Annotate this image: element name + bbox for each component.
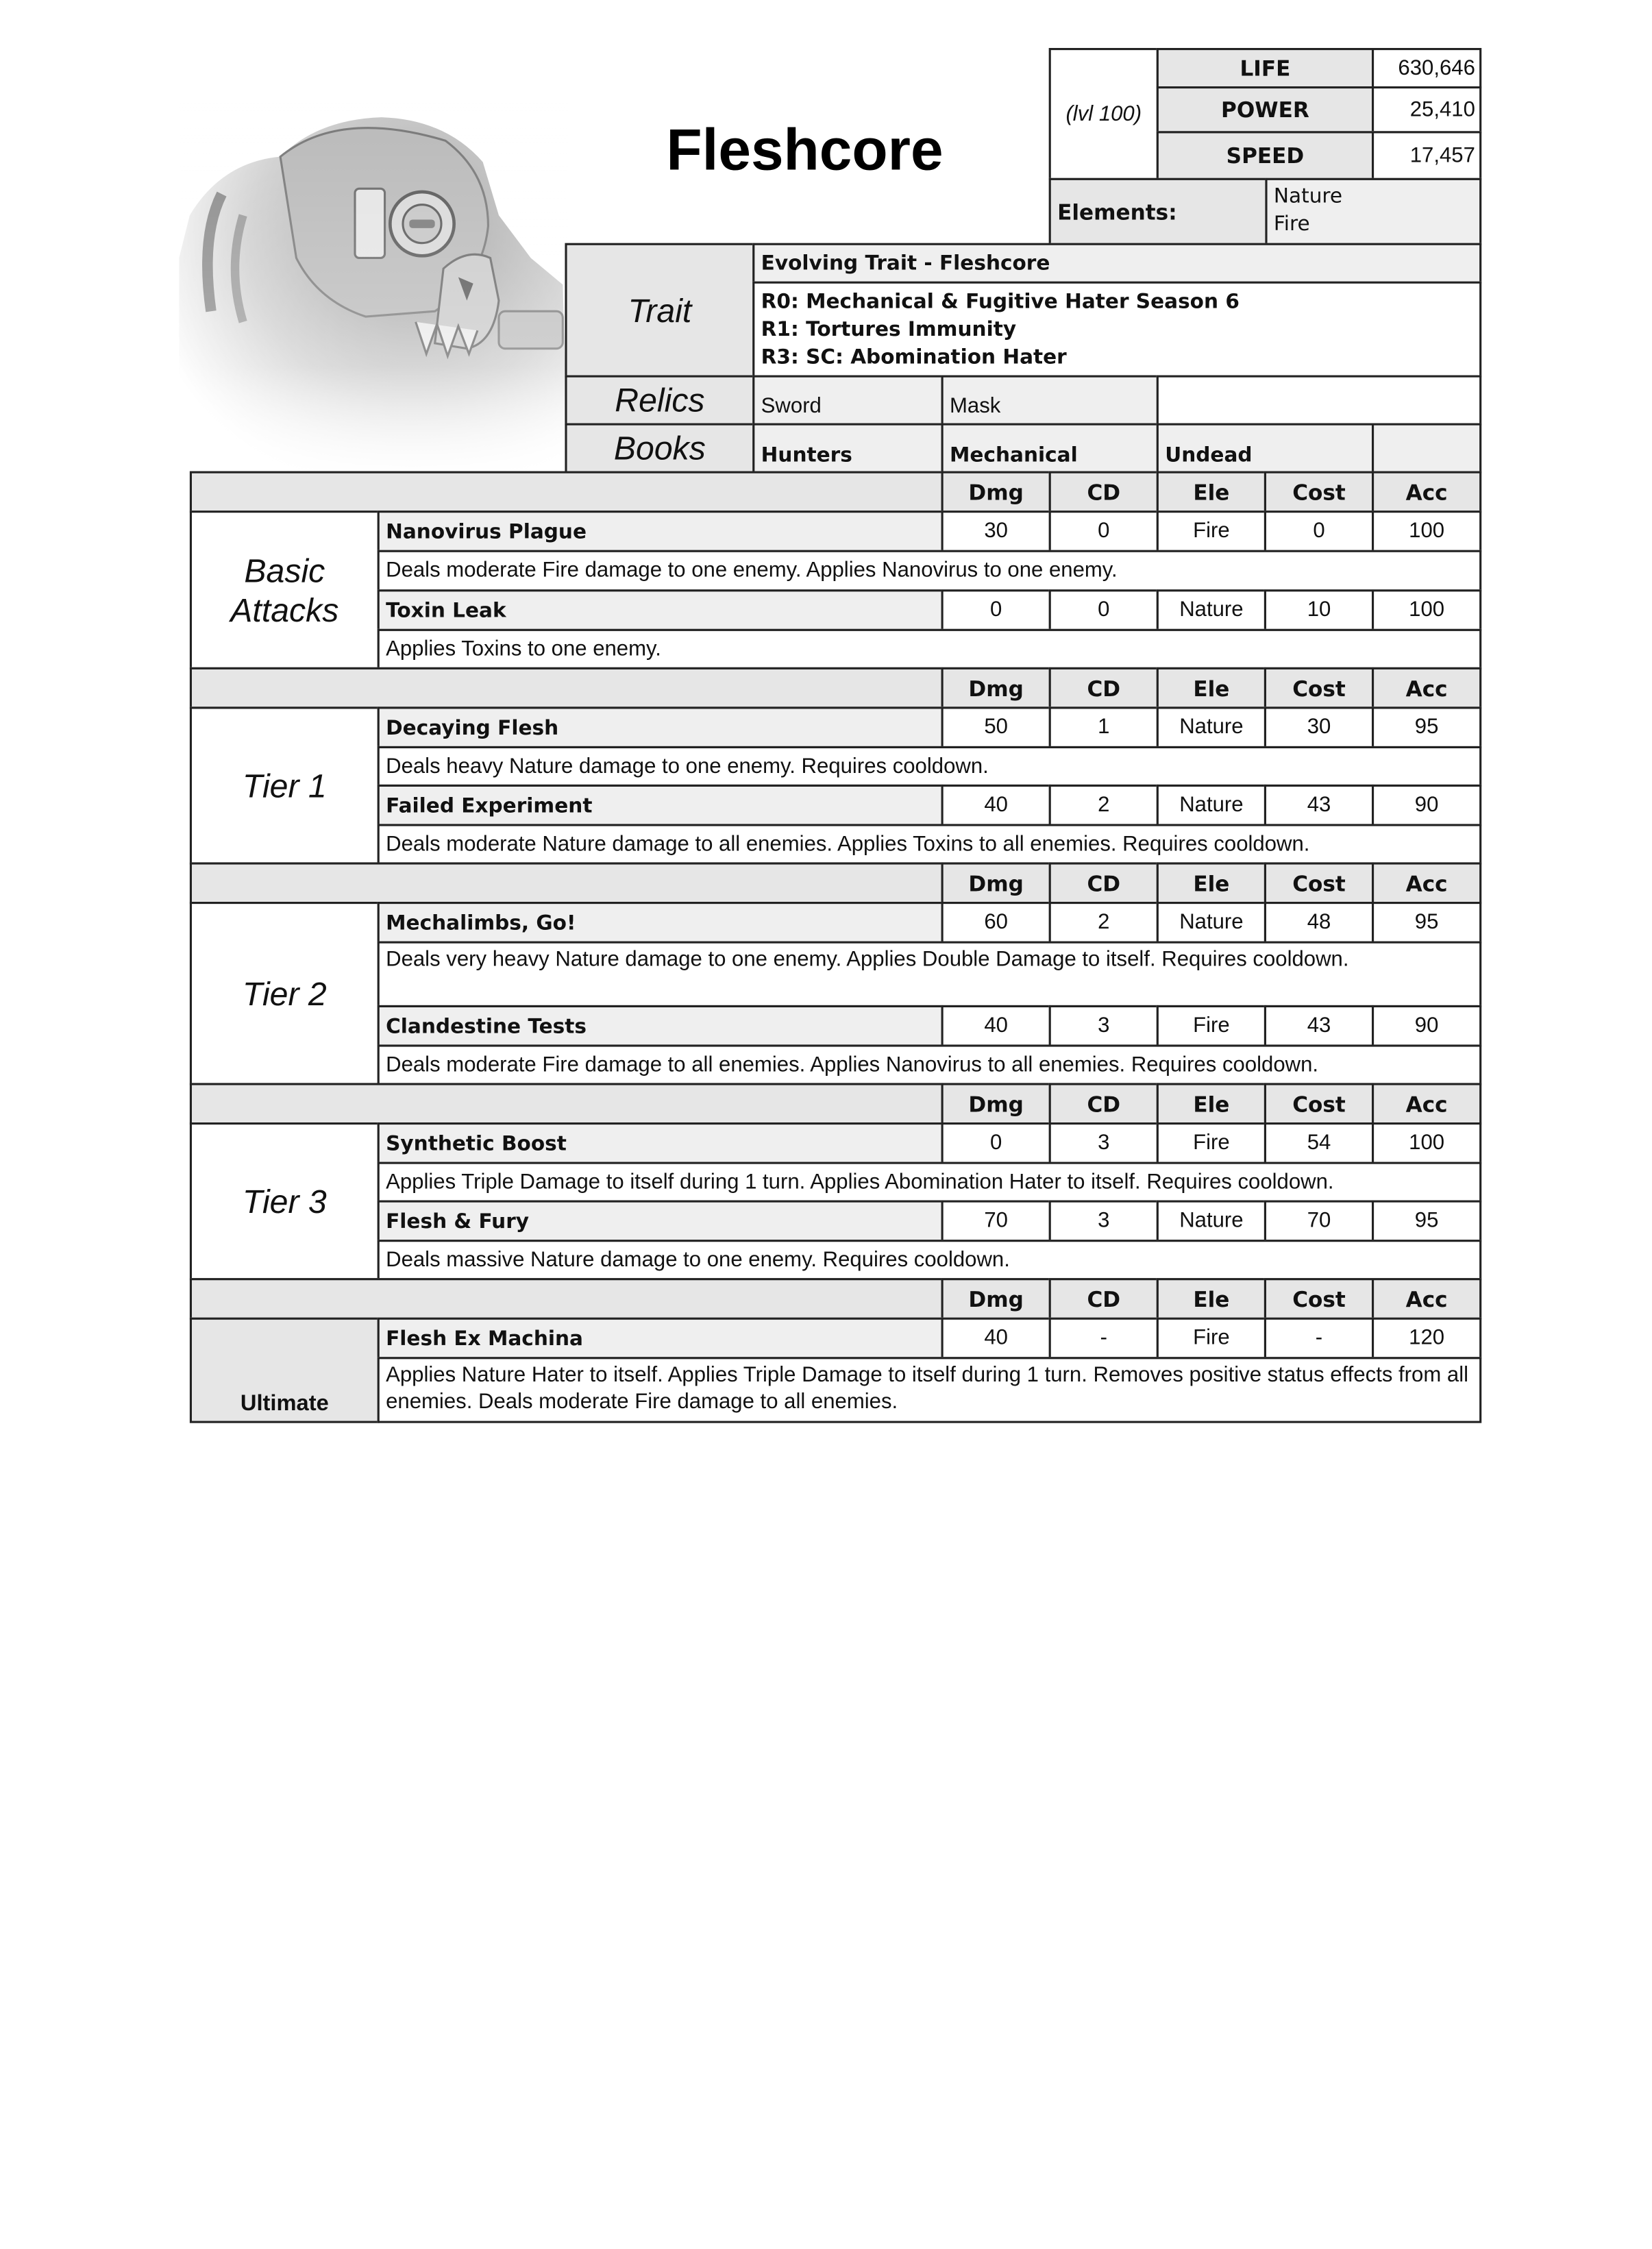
- section-header-blank: [190, 862, 944, 904]
- section-label-tier-2: Tier 2: [190, 902, 380, 1085]
- skill-cd: 0: [1049, 511, 1159, 552]
- skill-ele: Fire: [1157, 1122, 1266, 1164]
- skill-acc: 90: [1372, 785, 1481, 826]
- skill-cd: 0: [1049, 589, 1159, 631]
- skill-name-synthetic-boost: Synthetic Boost: [378, 1122, 944, 1164]
- relic-sword: Sword: [752, 376, 943, 426]
- skill-acc: 95: [1372, 706, 1481, 748]
- col-ele-header: Ele: [1157, 862, 1266, 904]
- skill-cd: 3: [1049, 1201, 1159, 1242]
- skill-cd: 3: [1049, 1122, 1159, 1164]
- col-ele-header: Ele: [1157, 667, 1266, 709]
- skill-acc: 95: [1372, 902, 1481, 944]
- skill-description: Applies Triple Damage to itself during 1 turn. Applies Abomination Hater to itself. Requires cooldown.: [378, 1162, 1482, 1203]
- skill-dmg: 0: [941, 589, 1051, 631]
- skill-name-nanovirus-plague: Nanovirus Plague: [378, 511, 944, 552]
- skill-dmg: 50: [941, 706, 1051, 748]
- power-label: POWER: [1157, 86, 1374, 133]
- col-cost-header: Cost: [1264, 1083, 1374, 1124]
- skill-cost: 48: [1264, 902, 1374, 944]
- skill-description: Applies Nature Hater to itself. Applies Triple Damage to itself during 1 turn. Removes positive status effects from all enemies. Deals moderate Fire damage to all enemies.: [378, 1357, 1482, 1423]
- col-cd-header: CD: [1049, 471, 1159, 513]
- skill-ele: Fire: [1157, 1318, 1266, 1360]
- life-value: 630,646: [1372, 48, 1481, 88]
- skill-dmg: 60: [941, 902, 1051, 944]
- trait-title: Evolving Trait - Fleshcore: [752, 243, 1481, 284]
- col-acc-header: Acc: [1372, 471, 1481, 513]
- character-name: Fleshcore: [666, 116, 944, 183]
- skill-description: Deals moderate Fire damage to all enemies. Applies Nanovirus to all enemies. Requires cooldown.: [378, 1044, 1482, 1085]
- skill-dmg: 40: [941, 1318, 1051, 1360]
- skill-description: Deals massive Nature damage to one enemy. Requires cooldown.: [378, 1240, 1482, 1280]
- skill-acc: 100: [1372, 589, 1481, 631]
- skill-cost: -: [1264, 1318, 1374, 1360]
- skill-cost: 10: [1264, 589, 1374, 631]
- skill-acc: 100: [1372, 1122, 1481, 1164]
- col-acc-header: Acc: [1372, 667, 1481, 709]
- robot-skull-icon: [179, 98, 568, 482]
- speed-value: 17,457: [1372, 131, 1481, 180]
- skill-ele: Nature: [1157, 706, 1266, 748]
- skill-description: Deals moderate Fire damage to one enemy. Applies Nanovirus to one enemy.: [378, 550, 1482, 592]
- col-cd-header: CD: [1049, 667, 1159, 709]
- skill-dmg: 30: [941, 511, 1051, 552]
- section-header-blank: [190, 471, 944, 513]
- skill-ele: Fire: [1157, 511, 1266, 552]
- col-cost-header: Cost: [1264, 1278, 1374, 1320]
- section-label-basic-attacks: Basic Attacks: [190, 511, 380, 669]
- element-nature: Nature: [1273, 184, 1343, 208]
- skill-ele: Nature: [1157, 785, 1266, 826]
- skill-name-toxin-leak: Toxin Leak: [378, 589, 944, 631]
- book-undead: Undead: [1157, 423, 1374, 474]
- element-fire: Fire: [1273, 212, 1310, 236]
- skill-description: Deals heavy Nature damage to one enemy. Requires cooldown.: [378, 746, 1482, 787]
- skill-name-flesh-ex-machina: Flesh Ex Machina: [378, 1318, 944, 1360]
- book-empty: [1372, 423, 1481, 474]
- skill-ele: Nature: [1157, 589, 1266, 631]
- trait-label: Trait: [565, 243, 754, 378]
- elements-list: [1265, 178, 1481, 245]
- col-cd-header: CD: [1049, 1083, 1159, 1124]
- skill-acc: 95: [1372, 1201, 1481, 1242]
- skill-cost: 70: [1264, 1201, 1374, 1242]
- col-dmg-header: Dmg: [941, 1083, 1051, 1124]
- skill-cd: 2: [1049, 785, 1159, 826]
- col-ele-header: Ele: [1157, 1278, 1266, 1320]
- skill-acc: 120: [1372, 1318, 1481, 1360]
- col-cost-header: Cost: [1264, 471, 1374, 513]
- books-label: Books: [565, 423, 754, 474]
- relics-label: Relics: [565, 376, 754, 426]
- skill-cost: 30: [1264, 706, 1374, 748]
- section-header-blank: [190, 1278, 944, 1320]
- col-dmg-header: Dmg: [941, 471, 1051, 513]
- section-label-ultimate: Ultimate: [190, 1318, 380, 1423]
- col-cost-header: Cost: [1264, 667, 1374, 709]
- col-cd-header: CD: [1049, 1278, 1159, 1320]
- book-hunters: Hunters: [752, 423, 943, 474]
- skill-description: Deals moderate Nature damage to all enemies. Applies Toxins to all enemies. Requires cooldown.: [378, 824, 1482, 864]
- col-acc-header: Acc: [1372, 1278, 1481, 1320]
- level-label: (lvl 100): [1049, 48, 1159, 180]
- skill-dmg: 0: [941, 1122, 1051, 1164]
- relic-empty: [1157, 376, 1481, 426]
- col-ele-header: Ele: [1157, 1083, 1266, 1124]
- relic-mask: Mask: [941, 376, 1159, 426]
- power-value: 25,410: [1372, 86, 1481, 133]
- col-cost-header: Cost: [1264, 862, 1374, 904]
- skill-ele: Nature: [1157, 902, 1266, 944]
- skill-cost: 43: [1264, 785, 1374, 826]
- skill-name-decaying-flesh: Decaying Flesh: [378, 706, 944, 748]
- trait-ranks: [752, 282, 1481, 378]
- trait-rank-r1: R1: Tortures Immunity: [761, 317, 1017, 341]
- skill-ele: Fire: [1157, 1005, 1266, 1047]
- skill-ele: Nature: [1157, 1201, 1266, 1242]
- section-label-tier-1: Tier 1: [190, 706, 380, 864]
- skill-dmg: 40: [941, 785, 1051, 826]
- elements-label: Elements:: [1049, 178, 1268, 245]
- col-cd-header: CD: [1049, 862, 1159, 904]
- skill-acc: 100: [1372, 511, 1481, 552]
- skill-description: Applies Toxins to one enemy.: [378, 629, 1482, 669]
- skill-dmg: 70: [941, 1201, 1051, 1242]
- skill-cd: -: [1049, 1318, 1159, 1360]
- section-header-blank: [190, 1083, 944, 1124]
- col-ele-header: Ele: [1157, 471, 1266, 513]
- skill-name-clandestine-tests: Clandestine Tests: [378, 1005, 944, 1047]
- trait-rank-r0: R0: Mechanical & Fugitive Hater Season 6: [761, 290, 1240, 314]
- life-label: LIFE: [1157, 48, 1374, 88]
- skill-description: Deals very heavy Nature damage to one enemy. Applies Double Damage to itself. Requires cooldown.: [378, 942, 1482, 1007]
- skill-cd: 3: [1049, 1005, 1159, 1047]
- skill-name-failed-experiment: Failed Experiment: [378, 785, 944, 826]
- skill-cost: 43: [1264, 1005, 1374, 1047]
- col-acc-header: Acc: [1372, 1083, 1481, 1124]
- section-label-tier-3: Tier 3: [190, 1122, 380, 1280]
- section-header-blank: [190, 667, 944, 709]
- col-acc-header: Acc: [1372, 862, 1481, 904]
- skill-dmg: 40: [941, 1005, 1051, 1047]
- skill-name-flesh-and-fury: Flesh & Fury: [378, 1201, 944, 1242]
- skill-cost: 54: [1264, 1122, 1374, 1164]
- trait-rank-r3: R3: SC: Abomination Hater: [761, 345, 1067, 369]
- skill-cd: 2: [1049, 902, 1159, 944]
- skill-cost: 0: [1264, 511, 1374, 552]
- skill-acc: 90: [1372, 1005, 1481, 1047]
- skill-name-mechalimbs-go: Mechalimbs, Go!: [378, 902, 944, 944]
- col-dmg-header: Dmg: [941, 1278, 1051, 1320]
- speed-label: SPEED: [1157, 131, 1374, 180]
- book-mechanical: Mechanical: [941, 423, 1159, 474]
- col-dmg-header: Dmg: [941, 862, 1051, 904]
- skill-cd: 1: [1049, 706, 1159, 748]
- col-dmg-header: Dmg: [941, 667, 1051, 709]
